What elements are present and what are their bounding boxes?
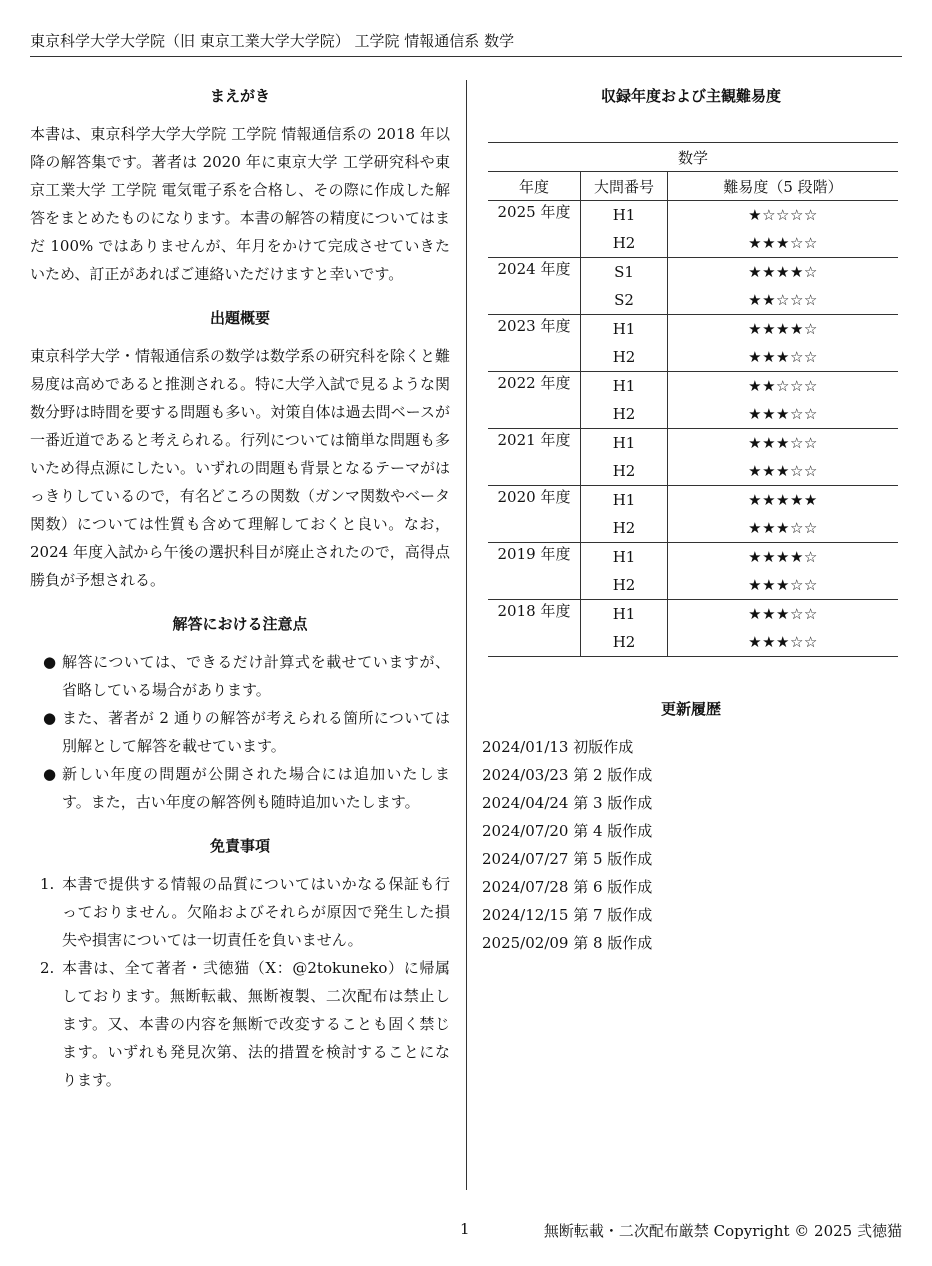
- difficulty-stars: ★★★☆☆: [748, 605, 818, 623]
- table-row: [488, 258, 898, 287]
- item-number: 2.: [40, 959, 55, 977]
- problem-cell: H2: [581, 400, 668, 429]
- right-column: [482, 84, 900, 957]
- table-row: [488, 429, 898, 458]
- history-title: 更新履歴: [660, 700, 721, 718]
- list-item: [30, 704, 450, 760]
- disclaimer-text: 本書で提供する情報の品質についてはいかなる保証も行っておりません。欠陥およびそれらが原因で発生した損失や損害については一切責任を負いません。: [62, 875, 450, 949]
- list-item: 2024/03/23 第 2 版作成: [482, 766, 653, 784]
- problem-cell: H1: [581, 315, 668, 344]
- problem-cell: H2: [581, 514, 668, 543]
- header-rule: [30, 56, 902, 57]
- bullet-icon: ●: [43, 653, 57, 671]
- col-header-problem: 大問番号: [581, 172, 668, 201]
- notes-list: [30, 648, 450, 816]
- problem-cell: H2: [581, 628, 668, 657]
- problem-cell: H2: [581, 571, 668, 600]
- col-header-difficulty: 難易度（5 段階）: [668, 172, 899, 201]
- disclaimer-list: [30, 870, 450, 1094]
- problem-cell: H1: [581, 201, 668, 230]
- difficulty-stars: ★★★★☆: [748, 548, 818, 566]
- list-item: 2024/01/13 初版作成: [482, 738, 634, 756]
- year-cell: 2023 年度: [488, 315, 581, 372]
- note-text: 新しい年度の問題が公開された場合には追加いたします。また，古い年度の解答例も随時追加いたします。: [62, 765, 450, 811]
- difficulty-stars: ★★☆☆☆: [668, 286, 899, 315]
- overview-text: 東京科学大学・情報通信系の数学は数学系の研究科を除くと難易度は高めであると推測される。特に大学入試で見るような関数分野は時間を要する問題も多い。対策自体は過去問ベースが一番近道であると考えられる。行列については簡単な問題も多いため得点源にしたい。いずれの問題も背景となるテーマがはっきりしているので，有名どころの関数（ガンマ関数やベータ関数）については性質も含めて理解しておくと良い。なお，2024 年度入試から午後の選択科目が廃止されたので，高得点勝負が予想される。: [30, 347, 451, 589]
- problem-cell: S1: [581, 258, 668, 287]
- difficulty-stars: ★☆☆☆☆: [748, 206, 818, 224]
- difficulty-stars: ★★★★☆: [748, 320, 818, 338]
- list-item: 2024/12/15 第 7 版作成: [482, 906, 653, 924]
- problem-cell: H2: [581, 229, 668, 258]
- table-group-header-row: [488, 143, 898, 172]
- list-item: [30, 870, 450, 954]
- left-column: [30, 84, 450, 1094]
- year-cell: 2019 年度: [488, 543, 581, 600]
- disclaimer-text: 本書は、全て著者・弐徳猫（X：@2tokuneko）に帰属しております。無断転載、無断複製、二次配布は禁止します。又、本書の内容を無断で改変することも固く禁じます。いずれも発見次第、法的措置を検討することになります。: [62, 959, 450, 1089]
- problem-cell: H2: [581, 457, 668, 486]
- table-row: [488, 315, 898, 344]
- item-number: 1.: [40, 875, 55, 893]
- disclaimer-title: 免責事項: [209, 837, 270, 855]
- difficulty-stars: ★★★☆☆: [668, 571, 899, 600]
- table-row: [488, 600, 898, 629]
- list-item: [30, 648, 450, 704]
- difficulty-stars: ★★★★★: [748, 491, 818, 509]
- table-row: [488, 543, 898, 572]
- year-cell: 2024 年度: [488, 258, 581, 315]
- problem-cell: H2: [581, 343, 668, 372]
- difficulty-stars: ★★★★☆: [748, 263, 818, 281]
- overview-title: 出題概要: [209, 309, 270, 327]
- bullet-icon: ●: [43, 765, 57, 783]
- preface-title: まえがき: [209, 87, 270, 105]
- difficulty-stars: ★★★☆☆: [668, 628, 899, 657]
- year-cell: 2020 年度: [488, 486, 581, 543]
- table-row: [488, 201, 898, 230]
- note-text: 解答については、できるだけ計算式を載せていますが、省略している場合があります。: [62, 653, 450, 699]
- problem-cell: H1: [581, 486, 668, 515]
- list-item: 2024/04/24 第 3 版作成: [482, 794, 653, 812]
- note-text: また、著者が 2 通りの解答が考えられる箇所については別解として解答を載せています。: [62, 709, 450, 755]
- table-row: [488, 486, 898, 515]
- problem-cell: H1: [581, 429, 668, 458]
- page-number: 1: [460, 1220, 470, 1238]
- notes-title: 解答における注意点: [172, 615, 308, 633]
- history-list: [482, 733, 900, 957]
- problem-cell: H1: [581, 372, 668, 401]
- list-item: [30, 954, 450, 1094]
- difficulty-stars: ★★★☆☆: [668, 343, 899, 372]
- copyright-notice: 無断転載・二次配布厳禁 Copyright © 2025 弐徳猫: [543, 1222, 902, 1240]
- difficulty-stars: ★★★☆☆: [668, 514, 899, 543]
- table-title: 収録年度および主観難易度: [600, 87, 781, 105]
- list-item: 2024/07/20 第 4 版作成: [482, 822, 653, 840]
- column-divider: [466, 80, 467, 1190]
- year-cell: 2021 年度: [488, 429, 581, 486]
- list-item: 2025/02/09 第 8 版作成: [482, 934, 653, 952]
- list-item: [30, 760, 450, 816]
- year-cell: 2018 年度: [488, 600, 581, 657]
- list-item: 2024/07/28 第 6 版作成: [482, 878, 653, 896]
- preface-text: 本書は、東京科学大学大学院 工学院 情報通信系の 2018 年以降の解答集です。著者は 2020 年に東京大学 工学研究科や東京工業大学 工学院 電気電子系を合格し、その際に作成した解答をまとめたものになります。本書の解答の精度についてはまだ 100% ではありませんが、年月をかけて完成させていきたいため、訂正があればご連絡いただけますと幸いです。: [30, 125, 450, 283]
- page-header: 東京科学大学大学院（旧 東京工業大学大学院） 工学院 情報通信系 数学: [30, 32, 515, 50]
- problem-cell: S2: [581, 286, 668, 315]
- problem-cell: H1: [581, 600, 668, 629]
- list-item: 2024/07/27 第 5 版作成: [482, 850, 653, 868]
- difficulty-stars: ★★★☆☆: [668, 400, 899, 429]
- problem-cell: H1: [581, 543, 668, 572]
- difficulty-stars: ★★★☆☆: [668, 229, 899, 258]
- difficulty-table: [488, 142, 898, 657]
- col-header-year: 年度: [488, 172, 581, 201]
- table-row: [488, 372, 898, 401]
- difficulty-stars: ★★☆☆☆: [748, 377, 818, 395]
- group-header: 数学: [488, 143, 898, 172]
- difficulty-stars: ★★★☆☆: [748, 434, 818, 452]
- year-cell: 2022 年度: [488, 372, 581, 429]
- bullet-icon: ●: [43, 709, 57, 727]
- year-cell: 2025 年度: [488, 201, 581, 258]
- table-header-row: [488, 172, 898, 201]
- difficulty-stars: ★★★☆☆: [668, 457, 899, 486]
